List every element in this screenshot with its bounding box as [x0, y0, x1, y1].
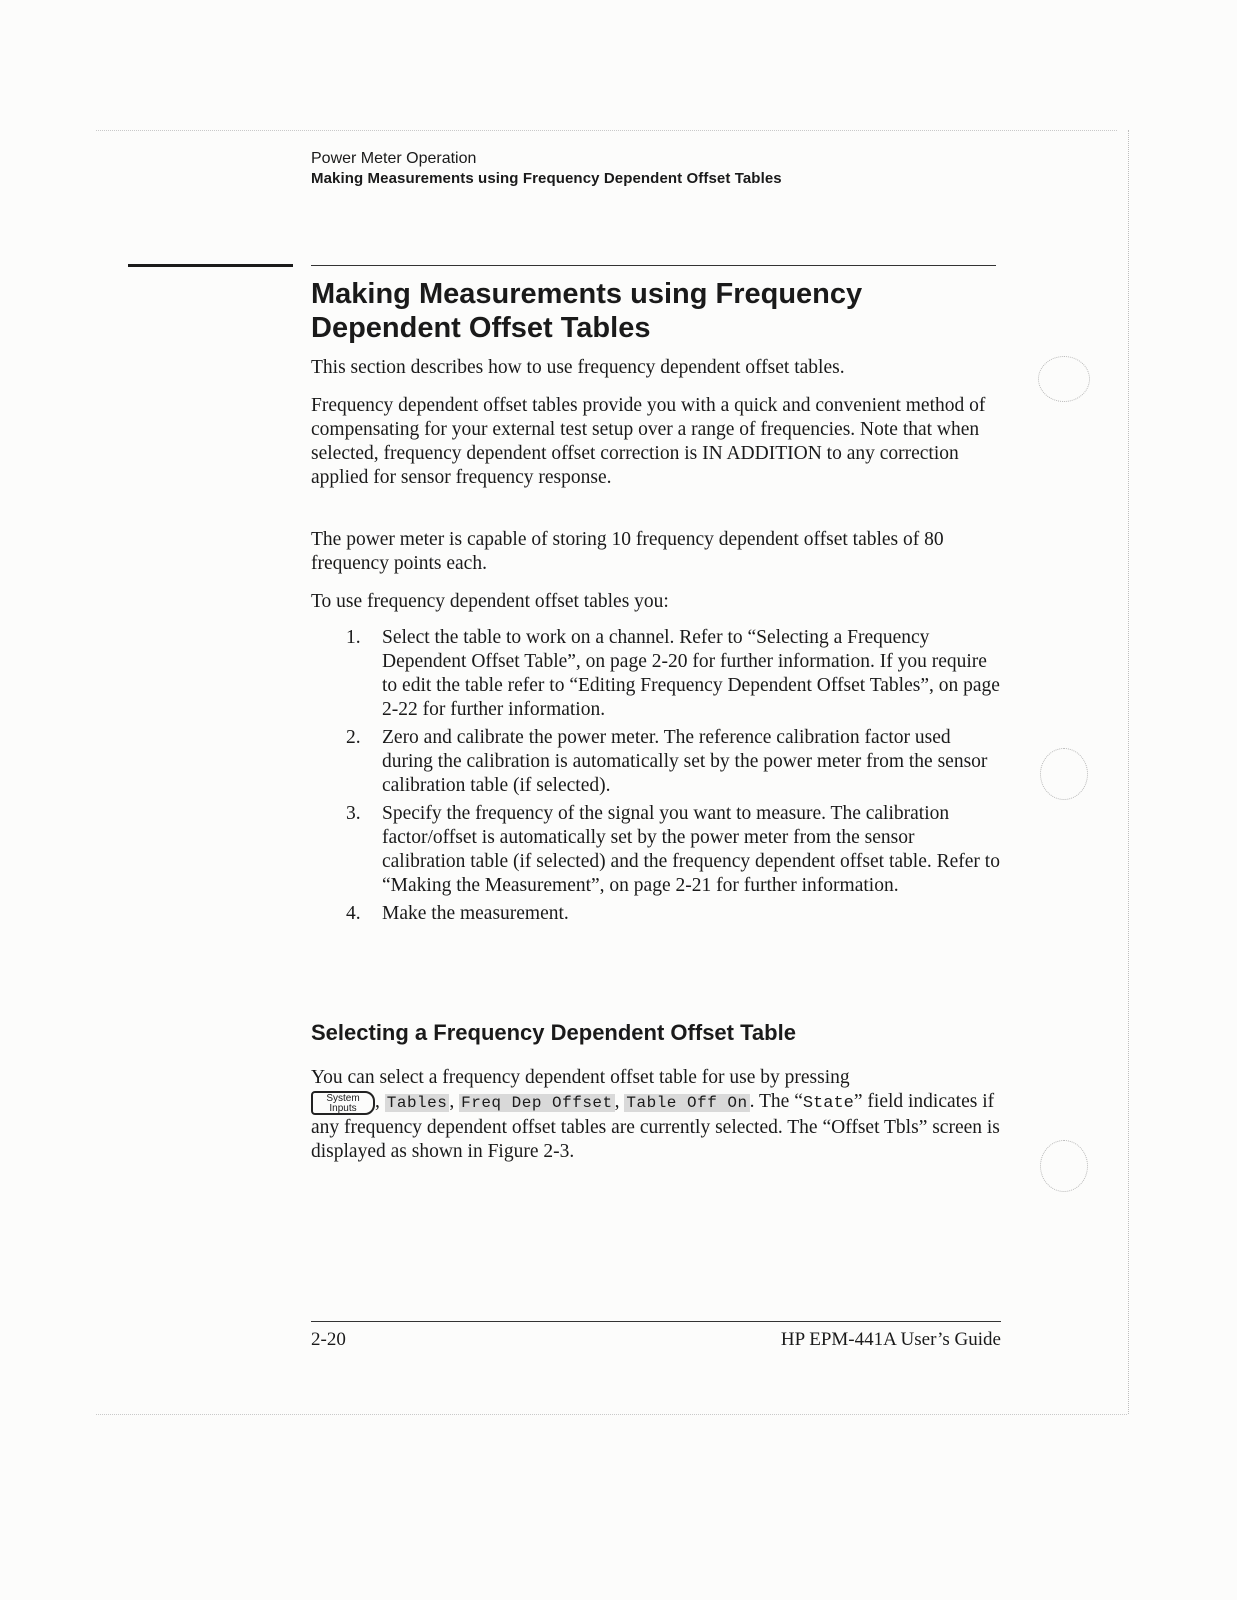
step-number: 1. — [346, 627, 361, 648]
system-inputs-key — [311, 1091, 375, 1115]
softkey-tables: Tables — [386, 1094, 448, 1112]
footer-rule — [311, 1321, 1001, 1322]
step-number: 2. — [346, 727, 361, 748]
selection-text-before: You can select a frequency dependent offset table for use by pressing — [311, 1067, 850, 1088]
step-number: 4. — [346, 903, 361, 924]
subsection-heading: Selecting a Frequency Dependent Offset Table — [311, 1020, 796, 1045]
title-rule — [311, 265, 996, 266]
page-number: 2-20 — [311, 1329, 346, 1350]
guide-title: HP EPM-441A User’s Guide — [780, 1329, 1001, 1350]
binder-hole-bottom — [1040, 1140, 1088, 1192]
scan-border-right — [1128, 130, 1129, 1414]
scan-border-bottom — [96, 1414, 1127, 1415]
softkey-freq-dep-offset: Freq Dep Offset — [461, 1094, 613, 1112]
running-head-topic: Making Measurements using Frequency Dependent Offset Tables — [311, 170, 782, 187]
steps-intro-paragraph: To use frequency dependent offset tables you: — [311, 591, 669, 612]
selection-text-the: . The “ — [749, 1091, 803, 1112]
intro-paragraph: This section describes how to use frequency dependent offset tables. — [311, 357, 845, 378]
scan-border-top — [96, 130, 1117, 131]
field-name: State — [802, 1094, 854, 1113]
list-item — [311, 726, 1001, 798]
running-head-section: Power Meter Operation — [311, 150, 477, 167]
selection-paragraph: You can select a frequency dependent offset table for use by pressing System Inputs , Tables , Freq Dep Offset , Table Off On . The “State” field indicates if any frequency dependent offset tables are currently selected. The “Offset Tbls” screen is displayed as shown in Figure 2-3. — [311, 1067, 1000, 1162]
running-head — [311, 150, 782, 187]
list-item — [311, 802, 1001, 898]
step-text: Zero and calibrate the power meter. The reference calibration factor used during the calibration is automatically set by the power meter from the sensor calibration table (if selected). — [382, 727, 988, 796]
capacity-paragraph: The power meter is capable of storing 10 frequency dependent offset tables of 80 frequency points each. — [311, 529, 944, 574]
selection-text-after: ” field indicates if any frequency dependent offset tables are currently selected. The “Offset Tbls” screen is displayed as shown in Figure 2-3. — [311, 1091, 1000, 1162]
page-title: Making Measurements using Frequency Dependent Offset Tables — [311, 278, 863, 344]
list-item — [311, 902, 1001, 926]
step-text: Make the measurement. — [382, 903, 569, 924]
key-label-line1: System — [326, 1093, 360, 1104]
description-paragraph: Frequency dependent offset tables provide you with a quick and convenient method of compensating for your external test setup over a range of frequencies. Note that when selected, frequency dependent offset correction is IN ADDITION to any correction applied for sensor frequency response. — [311, 395, 986, 488]
step-text: Specify the frequency of the signal you want to measure. The calibration factor/offset is automatically set by the power meter from the sensor calibration table (if selected) and the frequency dependent offset table. Refer to “Making the Measurement”, on page 2-21 for further information. — [382, 803, 1000, 896]
step-number: 3. — [346, 803, 361, 824]
softkey-table-off-on: Table Off On — [626, 1094, 748, 1112]
binder-hole-middle — [1040, 748, 1088, 800]
key-label-line2: Inputs — [329, 1103, 357, 1114]
steps-list — [311, 626, 1001, 930]
step-text: Select the table to work on a channel. Refer to “Selecting a Frequency Dependent Offset Table”, on page 2-20 for further information. If you require to edit the table refer to “Editing Frequency Dependent Offset Tables”, on page 2-22 for further information. — [382, 627, 1000, 720]
binder-hole-top — [1038, 356, 1090, 402]
list-item — [311, 626, 1001, 722]
section-marker-rule — [128, 264, 293, 267]
